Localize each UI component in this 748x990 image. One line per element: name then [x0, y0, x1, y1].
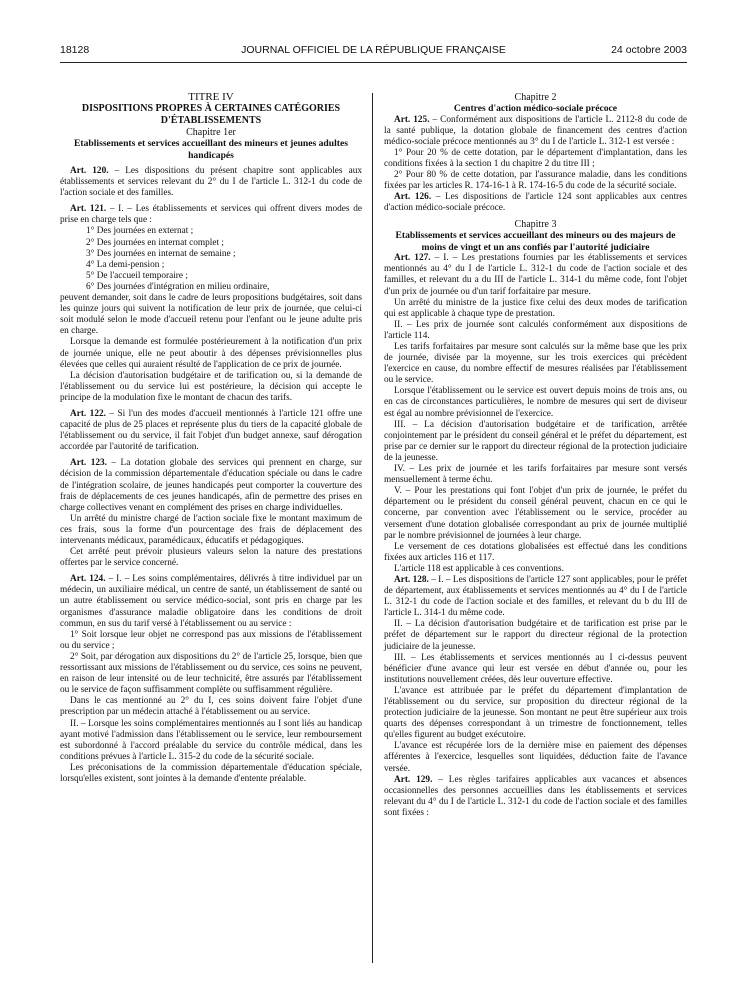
list-item: 6° Des journées d'intégration en milieu ordinaire, — [86, 281, 270, 292]
paragraph: L'article 118 est applicable à ces conventions. — [394, 563, 564, 574]
article-124: Art. 124. – I. – Les soins complémentaires, délivrés à titre individuel par un médecin, un auxiliaire médical, un centre de santé, un établissement de santé ou un autre établissement ou service médico-social, sont pris en charge par les organismes d'assurance maladie obligatoire dans les conditions de droit commun, en sus du tarif versé à l'établissement ou au service : — [60, 574, 362, 629]
article-label: Art. 122. — [70, 408, 106, 419]
article-label: Art. 124. — [70, 574, 106, 585]
paragraph: 2° Soit, par dérogation aux dispositions du 2° de l'article 25, lorsque, bien que ressortissant aux missions de l'établissement ou du service, ces soins ne peuvent, en raison de leur intensité ou de leur technicité, être assurés par l'établissement ou le service de façon suffisamment complète ou suffisamment régulière. — [60, 651, 362, 696]
journal-title: JOURNAL OFFICIEL DE LA RÉPUBLIQUE FRANÇAISE — [241, 44, 506, 56]
chapter-title: Etablissements et services accueillant des mineurs ou des majeurs de moins de vingt et un ans confiés par l'autorité judiciaire — [395, 230, 676, 253]
title-heading: TITRE IV — [188, 91, 234, 103]
right-column — [384, 92, 687, 819]
paragraph: peuvent demander, soit dans le cadre de leurs propositions budgétaires, soit dans les quinze jours qui suivent la notification de leur prix de journée, que celui-ci soit modulé selon le mode d'accueil retenu pour l'enfant ou le jeune adulte pris en charge. — [60, 293, 362, 337]
paragraph: La décision d'autorisation budgétaire et de tarification ou, si la demande de l'établissement ou du service lui est postérieure, la décision qui accepte le principe de la modulation fixe le montant de chacun des tarifs. — [60, 370, 362, 403]
paragraph: Cet arrêté peut prévoir plusieurs valeurs selon la nature des prestations offertes par le service concerné. — [60, 547, 362, 569]
title-subheading: DISPOSITIONS PROPRES À CERTAINES CATÉGORIES D'ÉTABLISSEMENTS — [81, 103, 341, 127]
header-rule — [60, 62, 687, 63]
paragraph: 1° Pour 20 % de cette dotation, par le département d'implantation, dans les conditions fixées à la section 1 du chapitre 2 du titre III ; — [384, 147, 687, 169]
list-item: 1° Des journées en externat ; — [86, 226, 194, 237]
chapter-heading: Chapitre 3 — [514, 219, 557, 231]
chapter-title: Centres d'action médico-sociale précoce — [453, 103, 618, 115]
page-header — [60, 44, 687, 58]
paragraph: II. – Les prix de journée sont calculés conformément aux dispositions de l'article 114. — [384, 319, 687, 341]
article-122: Art. 122. – Si l'un des modes d'accueil mentionnés à l'article 121 offre une capacité de plus de 25 places et représente plus du tiers de la capacité globale de l'établissement ou du service, il fait l'objet d'un budget annexe, sauf dérogation accordée par l'autorité de tarification. — [60, 408, 362, 453]
article-label: Art. 128. — [394, 574, 429, 585]
article-label: Art. 123. — [70, 458, 107, 469]
paragraph: Un arrêté du ministre de la justice fixe celui des deux modes de tarification qui est applicable à chaque type de prestation. — [384, 297, 687, 319]
article-126: Art. 126. – Les dispositions de l'article 124 sont applicables aux centres d'action médico-sociale précoce. — [384, 192, 687, 214]
care-modes-list — [60, 226, 362, 293]
paragraph: L'avance est attribuée par le préfet du département d'implantation de l'établissement ou du service, sur proposition du directeur régional de la protection judiciaire de la jeunesse. Son montant ne peut être supérieur aux trois quarts des dépenses correspondant à un trimestre de fonctionnement, telles qu'elles figurent au budget exécutoire. — [384, 685, 687, 741]
article-125: Art. 125. – Conformément aux dispositions de l'article L. 2112-8 du code de la santé publique, la dotation globale de financement des centres d'action médico-sociale précoce mentionnés au 3° du I de l'article L. 312-1 est versée : — [384, 114, 687, 147]
article-121: Art. 121. – I. – Les établissements et services qui offrent divers modes de prise en charge tels que : — [60, 204, 362, 226]
article-120: Art. 120. – Les dispositions du présent chapitre sont applicables aux établissements et services relevant du 2° du I de l'article L. 312-1 du code de l'action sociale et des familles. — [60, 166, 362, 199]
paragraph: 1° Soit lorsque leur objet ne correspond pas aux missions de l'établissement ou du service ; — [60, 629, 362, 651]
paragraph: Un arrêté du ministre chargé de l'action sociale fixe le montant maximum de ces frais, sous la forme d'un pourcentage des frais de déplacement des intervenants médicaux, paramédicaux, éducatifs et pédagogiques. — [60, 513, 362, 546]
article-123: Art. 123. – La dotation globale des services qui prennent en charge, sur décision de la commission départementale d'éducation spéciale ou dans le cadre de l'intégration scolaire, de jeunes handicapés peut comporter la couverture des frais de déplacements de ces jeunes handicapés, afin de permettre des prises en charge collectives venant en complément des prises en charge individuelles. — [60, 458, 362, 513]
article-127: Art. 127. – I. – Les prestations fournies par les établissements et services mentionnés au 4° du I de l'article L. 312-1 du code de l'action sociale et des familles, et relevant du a du III de l'article L. 314-1 du même code, font l'objet d'un prix de journée ou d'un tarif forfaitaire par mesure. — [384, 253, 687, 297]
paragraph: IV. – Les prix de journée et les tarifs forfaitaires par mesure sont versés mensuellement à terme échu. — [384, 464, 687, 486]
chapter-title: Etablissements et services accueillant des mineurs et jeunes adultes handicapés — [74, 138, 348, 161]
article-128: Art. 128. – I. – Les dispositions de l'article 127 sont applicables, pour le préfet de département, aux établissements et services mentionnés au 4° du I de l'article L. 312-1 du code de l'action sociale et des familles, et relevant du b du III de l'article L. 314-1 du même code. — [384, 574, 687, 619]
article-label: Art. 120. — [70, 166, 109, 176]
article-label: Art. 121. — [70, 204, 107, 215]
paragraph: III. – Les établissements et services mentionnés au I ci-dessus peuvent bénéficier d'une avance qui leur est versée en début d'année ou, pour les institutions nouvellement créées, dès leur ouverture effective. — [384, 652, 687, 685]
publication-date: 24 octobre 2003 — [611, 44, 687, 56]
paragraph: II. – La décision d'autorisation budgétaire et de tarification est prise par le préfet de département sur le rapport du directeur régional de la protection judiciaire de la jeunesse. — [384, 619, 687, 652]
paragraph: Les préconisations de la commission départementale d'éducation spéciale, lorsqu'elles existent, sont jointes à la demande d'entente préalable. — [60, 762, 362, 784]
list-item: 3° Des journées en internat de semaine ; — [86, 248, 236, 259]
list-item: 5° De l'accueil temporaire ; — [86, 270, 188, 281]
list-item: 2° Des journées en internat complet ; — [86, 237, 224, 248]
paragraph: 2° Pour 80 % de cette dotation, par l'assurance maladie, dans les conditions fixées par les articles R. 174-16-1 à R. 174-16-5 du code de la sécurité sociale. — [384, 169, 687, 192]
paragraph: V. – Pour les prestations qui font l'objet d'un prix de journée, le préfet du département ou le président du conseil général peuvent, chacun en ce qui le concerne, par convention avec l'établissement ou le service, procéder au versement d'une dotation globalisée correspondant au prix de journée multiplié par le nombre prévisionnel de journées à leur charge. — [384, 486, 687, 541]
paragraph: Dans le cas mentionné au 2° du I, ces soins doivent faire l'objet d'une prescription par un médecin attaché à l'établissement ou au service. — [60, 696, 362, 718]
paragraph: L'avance est récupérée lors de la dernière mise en paiement des dépenses afférentes à l'exercice, lesquelles sont liquidées, déduction faite de l'avance versée. — [384, 741, 687, 774]
paragraph: Les tarifs forfaitaires par mesure sont calculés sur la même base que les prix de journée, divisée par la moyenne, sur les trois exercices qui précèdent l'exercice en cause, du nombre effectif de mesures réalisées par l'établissement ou le service. — [384, 342, 687, 386]
page-number: 18128 — [60, 44, 90, 56]
article-label: Art. 127. — [394, 253, 431, 264]
chapter-heading: Chapitre 1er — [186, 127, 236, 139]
paragraph: II. – Lorsque les soins complémentaires mentionnés au I sont liés au handicap ayant motivé l'admission dans l'établissement ou le service, leur remboursement est subordonné à l'accord préalable du service du contrôle médical, dans les conditions prévues à l'article L. 315-2 du code de la sécurité sociale. — [60, 718, 362, 762]
paragraph: Lorsque l'établissement ou le service est ouvert depuis moins de trois ans, ou en cas de circonstances particulières, le nombre de mesures qui sert de diviseur est égal au nombre prévisionnel de l'exercice. — [384, 386, 687, 419]
list-item: 4° La demi-pension ; — [86, 259, 165, 270]
article-129: Art. 129. – Les règles tarifaires applicables aux vacances et absences occasionnelles des personnes accueillies dans les établissements et services relevant du 4° du I de l'article L. 312-1 du code de l'action sociale et des familles sont fixées : — [384, 774, 688, 818]
article-label: Art. 126. — [394, 192, 432, 203]
left-column — [60, 92, 362, 785]
paragraph: Le versement de ces dotations globalisées est effectué dans les conditions fixées aux articles 116 et 117. — [384, 541, 687, 563]
article-label: Art. 129. — [394, 774, 433, 785]
article-label: Art. 125. — [394, 114, 430, 125]
paragraph: III. – La décision d'autorisation budgétaire et de tarification, arrêtée conjointement par le président du conseil général et le préfet du département, est prise par ce dernier sur le rapport du directeur régional de la protection judiciaire de la jeunesse. — [384, 419, 687, 463]
column-divider — [372, 93, 373, 963]
paragraph: Lorsque la demande est formulée postérieurement à la notification d'un prix de journée unique, elle ne peut aboutir à des dépenses prévisionnelles plus élevées que celles qui auraient résulté de l'application de ce prix de journée. — [60, 337, 362, 370]
chapter-heading: Chapitre 2 — [514, 92, 557, 103]
